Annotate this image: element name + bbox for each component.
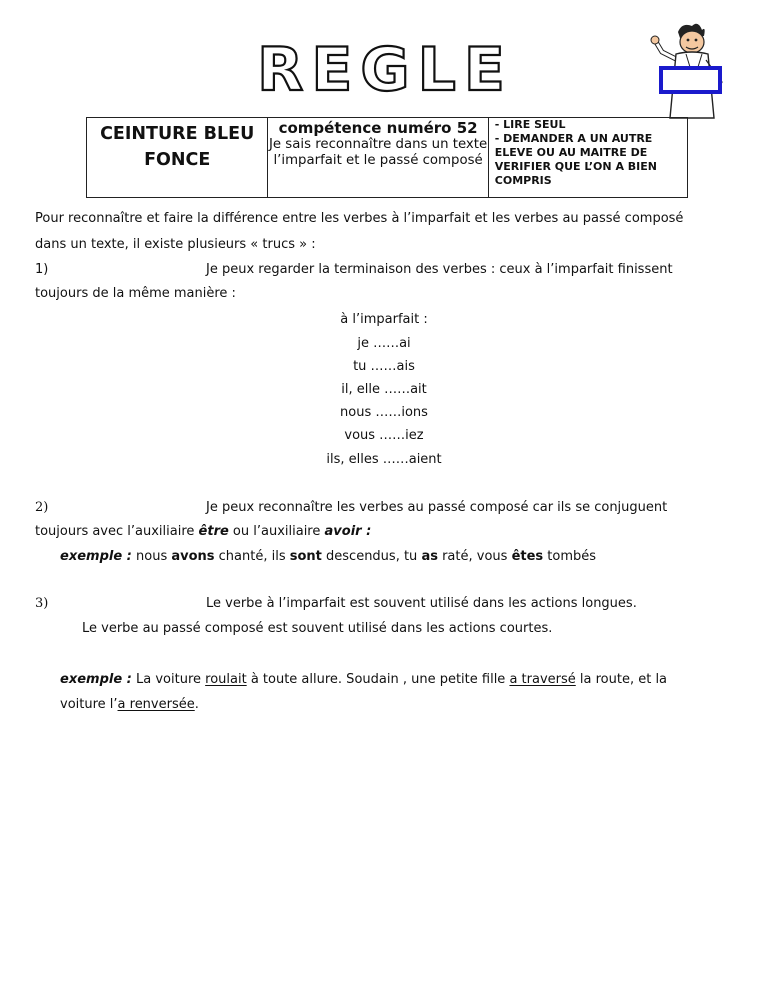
mascot-illustration bbox=[640, 20, 740, 120]
imparfait-heading: à l’imparfait : bbox=[340, 312, 428, 327]
ending-il-elle: il, elle ……ait bbox=[341, 382, 427, 397]
rule-2-number: 2) bbox=[35, 500, 49, 515]
ending-tu: tu ……ais bbox=[353, 359, 415, 374]
competence-cell bbox=[268, 118, 488, 198]
belt-badge bbox=[659, 66, 722, 94]
belt-level: CEINTURE BLEU FONCE bbox=[87, 118, 268, 198]
rule-2-example: exemple : nous avons chanté, ils sont descendus, tu as raté, vous êtes tombés bbox=[60, 549, 597, 564]
rule-1-text: Je peux regarder la terminaison des verbes : ceux à l’imparfait finissent bbox=[206, 262, 673, 277]
auxiliaire-etre: être bbox=[198, 524, 229, 539]
rule-3-example: exemple : La voiture roulait à toute allure. Soudain , une petite fille a traversé la route, et la voiture l’a renversée. bbox=[60, 672, 668, 712]
rule-1-number: 1) bbox=[35, 262, 49, 277]
ending-vous: vous ……iez bbox=[344, 428, 424, 443]
auxiliaire-avoir: avoir : bbox=[324, 524, 372, 539]
rule-3-number: 3) bbox=[35, 596, 49, 611]
title-text: REGLE bbox=[257, 40, 513, 96]
verb-roulait: roulait bbox=[205, 672, 247, 687]
intro-line-1: Pour reconnaître et faire la différence entre les verbes à l’imparfait et les verbes au passé composé bbox=[35, 211, 684, 226]
competence-title: compétence numéro 52 bbox=[278, 119, 478, 137]
instruction-item: - DEMANDER A UN AUTRE ELEVE OU AU MAITRE DE VERIFIER QUE L’ON A BIEN COMPRIS bbox=[494, 132, 657, 187]
example-label: exemple : bbox=[60, 549, 132, 564]
rule-1-continued: toujours de la même manière : bbox=[35, 286, 236, 301]
instructions-cell bbox=[488, 118, 687, 198]
rule-2-continued: toujours avec l’auxiliaire être ou l’auxiliaire avoir : bbox=[35, 524, 372, 539]
ending-je: je ……ai bbox=[357, 336, 411, 351]
page-title bbox=[205, 40, 565, 96]
rule-3-text-2: Le verbe au passé composé est souvent utilisé dans les actions courtes. bbox=[82, 621, 553, 636]
competence-description: Je sais reconnaître dans un texte l’imparfait et le passé composé bbox=[268, 137, 488, 168]
instruction-item: - LIRE SEUL bbox=[494, 118, 566, 131]
verb-a-renversee: a renversée bbox=[117, 697, 195, 712]
verb-a-traverse: a traversé bbox=[509, 672, 576, 687]
ending-ils-elles: ils, elles ……aient bbox=[326, 452, 442, 467]
example-label: exemple : bbox=[60, 672, 132, 687]
competence-table bbox=[86, 117, 688, 198]
intro-line-2: dans un texte, il existe plusieurs « trucs » : bbox=[35, 237, 316, 252]
ending-nous: nous ……ions bbox=[340, 405, 428, 420]
rule-2-text: Je peux reconnaître les verbes au passé composé car ils se conjuguent bbox=[206, 500, 668, 515]
rule-3-text-1: Le verbe à l’imparfait est souvent utilisé dans les actions longues. bbox=[206, 596, 637, 611]
